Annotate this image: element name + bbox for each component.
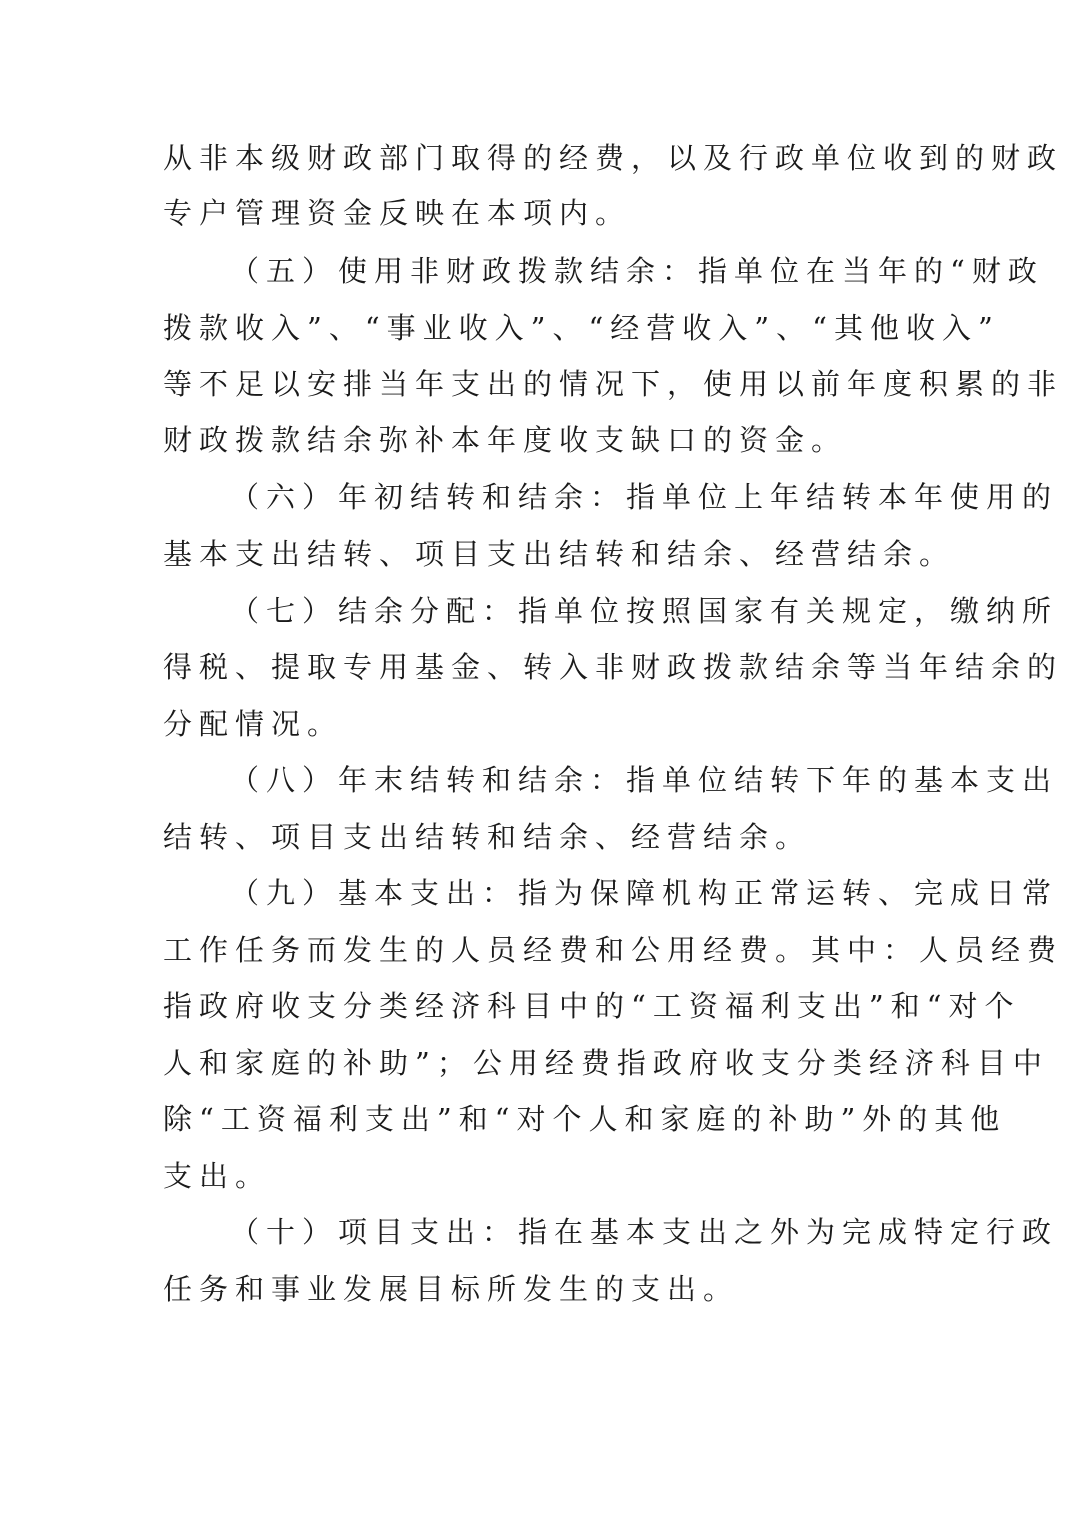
paragraph-heading-line: （六）年初结转和结余：指单位上年结转本年使用的	[230, 480, 1059, 514]
text-line: 专户管理资金反映在本项内。	[163, 196, 632, 230]
text-line: 工作任务而发生的人员经费和公用经费。其中：人员经费	[163, 933, 1064, 967]
paragraph-heading-line: （七）结余分配：指单位按照国家有关规定，缴纳所	[230, 594, 1059, 628]
paragraph-heading-line: （十）项目支出：指在基本支出之外为完成特定行政	[230, 1215, 1059, 1249]
paragraph-heading-line: （八）年末结转和结余：指单位结转下年的基本支出	[230, 763, 1059, 797]
text-line: 基本支出结转、项目支出结转和结余、经营结余。	[163, 537, 956, 571]
text-line: 财政拨款结余弥补本年度收支缺口的资金。	[163, 423, 848, 457]
text-line: 支出。	[163, 1159, 272, 1193]
text-line: 从非本级财政部门取得的经费，以及行政单位收到的财政	[163, 141, 1064, 175]
text-line: 得税、提取专用基金、转入非财政拨款结余等当年结余的	[163, 650, 1064, 684]
paragraph-heading-line: （五）使用非财政拨款结余：指单位在当年的“财政	[230, 254, 1044, 288]
text-line: 人和家庭的补助”；公用经费指政府收支分类经济科目中	[163, 1046, 1049, 1080]
text-line: 分配情况。	[163, 707, 344, 741]
text-line: 等不足以安排当年支出的情况下，使用以前年度积累的非	[163, 367, 1064, 401]
text-line: 结转、项目支出结转和结余、经营结余。	[163, 820, 812, 854]
text-line: 指政府收支分类经济科目中的“工资福利支出”和“对个	[163, 989, 1021, 1023]
text-line: 任务和事业发展目标所发生的支出。	[163, 1272, 740, 1306]
text-line: 除“工资福利支出”和“对个人和家庭的补助”外的其他	[163, 1102, 1007, 1136]
text-line: 拨款收入”、“事业收入”、“经营收入”、“其他收入”	[163, 311, 1000, 345]
paragraph-heading-line: （九）基本支出：指为保障机构正常运转、完成日常	[230, 876, 1059, 910]
